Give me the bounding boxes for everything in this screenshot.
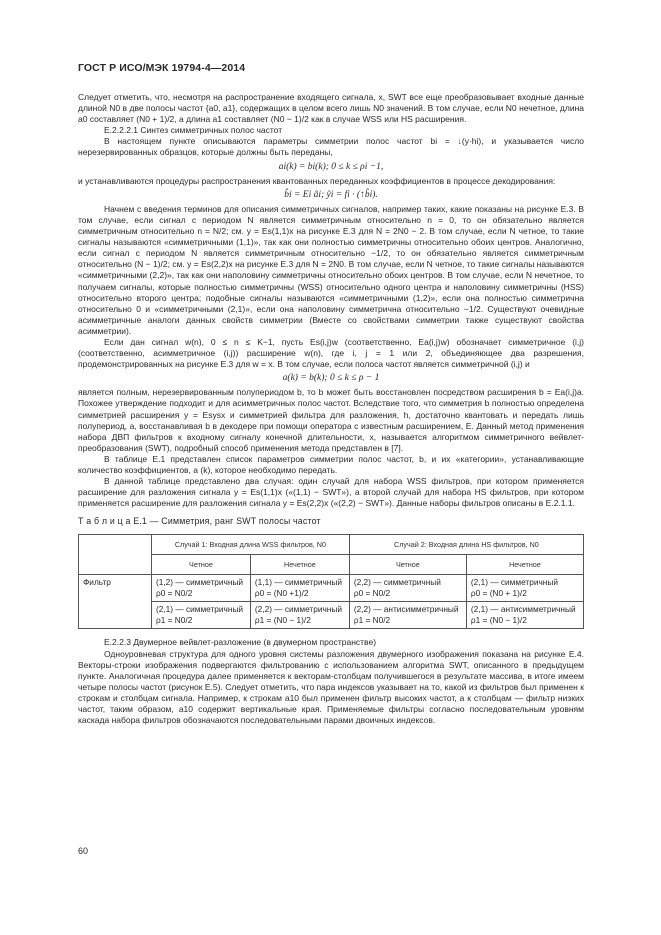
- paragraph: является полным, нерезервированным полупериодом b, то b может быть восстановлен посредством расширения b = Ea(i,j)a. Похожее утверждение подходит и для асимметричных полос частот. Вследствие того, что симметрия b полностью определена симметрией расширения y = Esysx и симметрией фильтра для разложения, h, достаточно квантовать и передать лишь полупериод, a, восстанавливая b в декодере при помощи оператора с известным расширением, E. Данный метод применения набора ДВП фильтров к входному сигналу конечной длительности, x, называется алгоритмом симметричного вейвлет-преобразования (SWT), подробный способ применения метода представлен в [7].: [78, 387, 584, 453]
- section-heading-e223: E.2.2.3 Двумерное вейвлет-разложение (в двумерном пространстве): [104, 637, 377, 648]
- page-number: 60: [78, 846, 89, 856]
- formula: ai(k) = bi(k); 0 ≤ k ≤ ρi −1,: [278, 161, 384, 172]
- table-header-odd: Нечетное: [250, 555, 349, 575]
- table-header-even: Четное: [349, 555, 466, 575]
- table-header-odd: Нечетное: [466, 555, 583, 575]
- table-cell: (2,1) — симметричный ρ0 = (N0 + 1)/2: [466, 575, 583, 602]
- table-caption: Т а б л и ц а E.1 — Симметрия, ранг SWT полосы частот: [78, 516, 321, 527]
- paragraph: Если дан сигнал w(n), 0 ≤ n ≤ K−1, пусть Es(i,j)w (соответственно, Ea(i,j)w) обозначает симметричное (i,j) (соответственно, асимметричное (i,j)) расширение w(n), где i, j = 1 или 2, объединяющее два разрешения, продемонстрированных на рисунке E.3 для w = x. В том случае, если полоса частот является симметричной (i,j) и: [78, 336, 584, 370]
- table-cell: (2,2) — антисимметричный ρ1 = N0/2: [349, 602, 466, 629]
- table-header-case1: Случай 1: Входная длина WSS фильтров, N0: [152, 535, 350, 555]
- formula: b̂i = Ei âi; ŷi = fi · (↑b̂i).: [284, 189, 378, 200]
- paragraph: В данной таблице представлено два случая: один случай для набора WSS фильтров, при котором применяется расширение для разложения сигнала y = Es(1,1)x («(1,1) − SWT»), а второй случай для набора HS фильтров, при котором применяется расширение для разложения сигнала y = Es(2,2)x («(2,2) − SWT»). Данные наборы фильтров описаны в E.2.1.1.: [78, 476, 584, 509]
- paragraph: В настоящем пункте описываются параметры симметрии полос частот bi = ↓(y·hi), и указывается число нерезервированных образцов, которые должны быть переданы,: [78, 136, 584, 158]
- table-cell: (1,1) — симметричный ρ0 = (N0 +1)/2: [250, 575, 349, 602]
- table-row-label: Фильтр: [79, 575, 152, 629]
- page-body: [78, 92, 584, 726]
- paragraph: В таблице E.1 представлен список параметров симметрии полос частот, b, и их «категории», устанавливающие количество коэффициентов, a (k), которое необходимо передать.: [78, 453, 584, 475]
- table-cell: (2,2) — симметричный ρ1 = (N0 − 1)/2: [250, 602, 349, 629]
- document-header: ГОСТ Р ИСО/МЭК 19794-4—2014: [78, 62, 246, 74]
- paragraph: Следует отметить, что, несмотря на распространение входящего сигнала, x, SWT все еще преобразовывает входные данные длиной N0 в две полосы частот {a0, a1}, содержащих в целом всего лишь N0 значений. В том случае, если N0 нечетное, длина a0 составляет (N0 + 1)/2, а длина a1 составляет (N0 − 1)/2 как в случае WSS или HS расширения.: [78, 92, 584, 125]
- table-corner-cell: [79, 535, 152, 575]
- paragraph: и устанавливаются процедуры распространения квантованных переданных коэффициентов в процессе декодирования:: [78, 175, 556, 186]
- table-row: [79, 575, 584, 602]
- table-cell: (1,2) — симметричный ρ0 = N0/2: [152, 575, 251, 602]
- symmetry-table: [78, 534, 584, 629]
- table-header-even: Четное: [152, 555, 251, 575]
- formula: a(k) = b(k); 0 ≤ k ≤ ρ − 1: [282, 373, 380, 384]
- table-cell: (2,1) — симметричный ρ1 = N0/2: [152, 602, 251, 629]
- table-cell: (2,2) — симметричный ρ0 = N0/2: [349, 575, 466, 602]
- table-row: [79, 602, 584, 629]
- table-cell: (2,1) — антисимметричный ρ1 = (N0 − 1)/2: [466, 602, 583, 629]
- paragraph: Начнем с введения терминов для описания симметричных сигналов, например таких, какие показаны на рисунке E.3. В том случае, если сигнал с периодом N является симметричным относительно n = 0, то он обязательно является симметричным относительно n = N/2; см. y = Es(1,1)x на рисунке E.3 для N = 2N0 − 2. В том случае, если N четное, то такие сигналы называются «симметричными (1,1)», так как они полностью симметричны относительно обоих центров. Аналогично, если сигнал с периодом N является симметричным относительно −1/2, то он обязательно является симметричным относительно (N − 1)/2; см. y = Es(2,2)x на рисунке E.3 для N = 2N0. В том случае, если N четное, то такие сигналы называются «симметричными (2,2)», так как они наполовину симметричны относительно обоих центров. В том случае, если N нечетное, то получаем сигналы, которые полностью симметричны (WSS) относительно одного центра и наполовину симметричны (HSS) относительно второго центра; подобные сигналы называются «симметричными (1,2)», если она полностью симметрична относительно 0 и «симметричными (2,1)», если она наполовину симметрична относительно −1/2. Существуют очевидные асимметричные аналоги данных свойств симметрии (Вместе со свойствами симметрии также существуют свойства асимметрии).: [78, 203, 584, 336]
- section-heading-e2221: E.2.2.2.1 Синтез симметричных полос частот: [104, 125, 283, 136]
- paragraph: Одноуровневая структура для одного уровня системы разложения двумерного изображения показана на рисунке E.4. Векторы-строки изображения подвергаются фильтрованию с использованием алгоритма SWT, описанного в предыдущем пункте. Аналогичная процедура далее применяется к векторам-столбцам получившегося в результате массива, в итоге имеем четыре полосы частот (рисунок E.5). Следует отметить, что пара индексов указывает на то, какой из фильтров был применен к строкам и столбцам сигнала. Например, к строкам a10 был применен фильтр высоких частот, а к столбцам — фильтр низких частот, таким образом, a10 содержит вертикальные края. Применяемые фильтры согласно последовательным уровням каскада набора фильтров обозначаются последовательными парами двоичных индексов.: [78, 648, 584, 726]
- table-header-case2: Случай 2: Входная длина HS фильтров, N0: [349, 535, 583, 555]
